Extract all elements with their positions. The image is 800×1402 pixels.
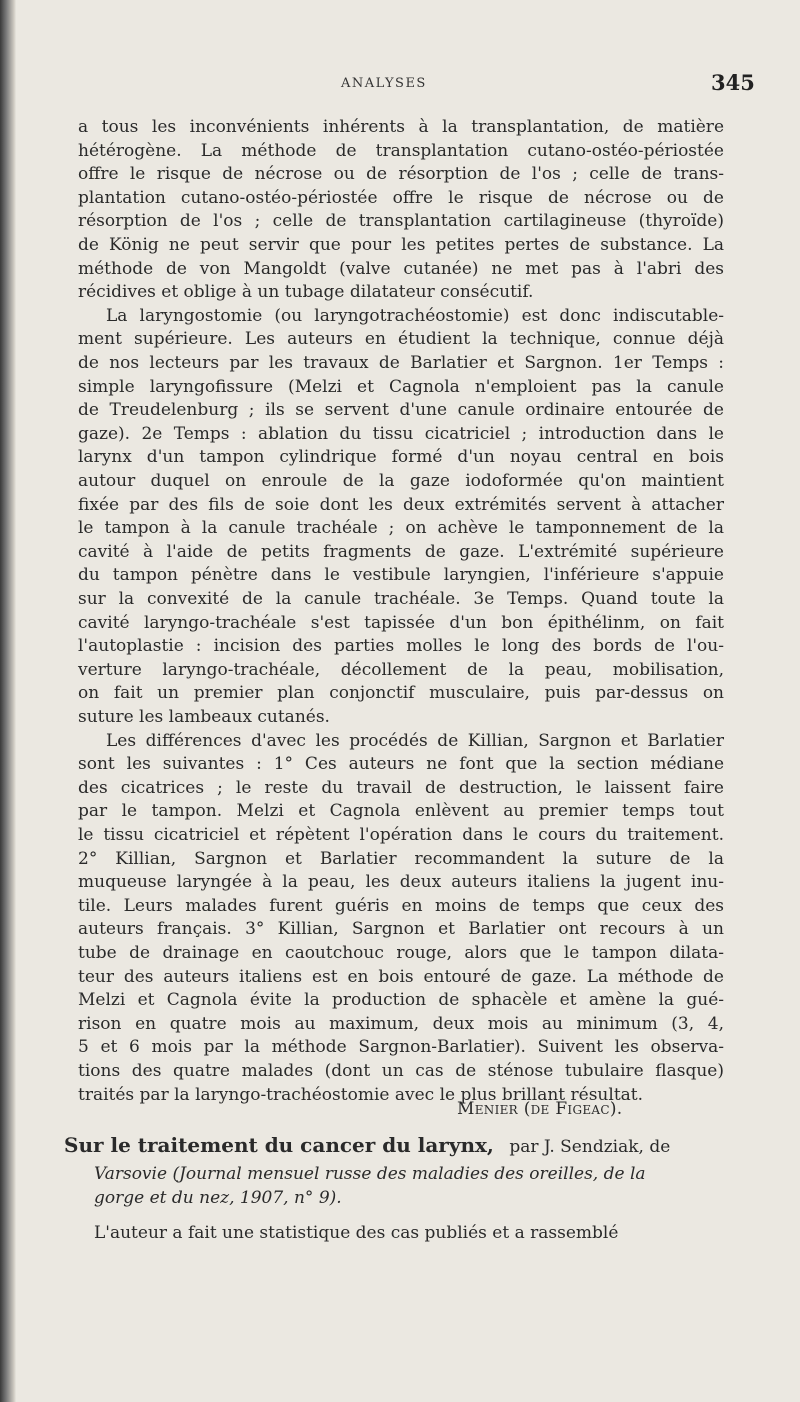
body-line: récidives et oblige à un tubage dilatateur consécutif. <box>78 282 534 303</box>
body-line: des cicatrices ; le reste du travail de destruction, le laissent faire <box>78 777 724 798</box>
body-line: de König ne peut servir que pour les petites pertes de substance. La <box>78 235 724 255</box>
body-line: suture les lambeaux cutanés. <box>78 707 330 727</box>
body-line: on fait un premier plan conjonctif musculaire, puis par-dessus on <box>78 683 724 704</box>
body-line: muqueuse laryngée à la peau, les deux auteurs italiens la jugent inu- <box>78 872 724 893</box>
body-line: rison en quatre mois au maximum, deux mois au minimum (3, 4, <box>78 1013 724 1034</box>
body-line: tions des quatre malades (dont un cas de sténose tubulaire flasque) <box>78 1061 724 1081</box>
body-line: l'autoplastie : incision des parties molles le long des bords de l'ou- <box>78 636 724 657</box>
signature <box>457 1098 623 1120</box>
article-title: Sur le traitement du cancer du larynx, <box>64 1133 494 1157</box>
body-line: plantation cutano-ostéo-périostée offre le risque de nécrose ou de <box>78 187 724 208</box>
body-line: auteurs français. 3° Killian, Sargnon et Barlatier ont recours à un <box>78 919 724 940</box>
body-line: cavité à l'aide de petits fragments de gaze. L'extrémité supérieure <box>78 541 724 562</box>
book-binding-shadow <box>0 0 16 1402</box>
body-line: cavité laryngo-trachéale s'est tapissée d'un bon épithélinm, on fait <box>78 612 724 633</box>
body-line: traités par la laryngo-trachéostomie avec le plus brillant résultat. <box>78 1084 644 1105</box>
article-heading <box>64 1134 670 1158</box>
body-line: gaze). 2e Temps : ablation du tissu cicatriciel ; introduction dans le <box>78 423 724 444</box>
closing-line: L'auteur a fait une statistique des cas publiés et a rassemblé <box>94 1223 619 1243</box>
body-line: le tissu cicatriciel et répètent l'opération dans le cours du traitement. <box>78 825 724 845</box>
body-line: a tous les inconvénients inhérents à la transplantation, de matière <box>78 117 724 137</box>
body-line: autour duquel on enroule de la gaze iodoformée qu'on maintient <box>78 471 724 491</box>
body-line: méthode de von Mangoldt (valve cutanée) ne met pas à l'abri des <box>78 258 724 279</box>
article-byline: par J. Sendziak, de <box>509 1137 671 1157</box>
body-line: sont les suivantes : 1° Ces auteurs ne font que la section médiane <box>78 754 724 775</box>
body-line: résorption de l'os ; celle de transplantation cartilagineuse (thyroïde) <box>78 211 724 232</box>
scanned-page <box>16 0 800 1402</box>
body-line: La laryngostomie (ou laryngotrachéostomie) est donc indiscutable- <box>106 305 724 326</box>
body-line: tile. Leurs malades furent guéris en moins de temps que ceux des <box>78 895 724 916</box>
body-line: sur la convexité de la canule trachéale. 3e Temps. Quand toute la <box>78 589 724 609</box>
body-line: 5 et 6 mois par la méthode Sargnon-Barlatier). Suivent les observa- <box>78 1037 724 1058</box>
body-line: du tampon pénètre dans le vestibule laryngien, l'inférieure s'appuie <box>78 565 724 586</box>
body-line: fixée par des fils de soie dont les deux extrémités servent à attacher <box>78 494 724 515</box>
page-number: 345 <box>711 70 755 95</box>
body-line: simple laryngofissure (Melzi et Cagnola n'emploient pas la canule <box>78 376 724 397</box>
page-header <box>16 70 800 100</box>
body-line: tube de drainage en caoutchouc rouge, alors que le tampon dilata- <box>78 943 724 963</box>
article-source-line-1: Varsovie (Journal mensuel russe des maladies des oreilles, de la <box>94 1164 646 1184</box>
body-line: Les différences d'avec les procédés de Killian, Sargnon et Barlatier <box>106 730 724 751</box>
body-line: ment supérieure. Les auteurs en étudient la technique, connue déjà <box>78 329 724 350</box>
body-line: de nos lecteurs par les travaux de Barlatier et Sargnon. 1er Temps : <box>78 353 724 373</box>
body-line: par le tampon. Melzi et Cagnola enlèvent au premier temps tout <box>78 801 724 822</box>
signature-text: Menier (de Figeac). <box>457 1099 623 1119</box>
body-line: de Treudelenburg ; ils se servent d'une canule ordinaire entourée de <box>78 400 724 421</box>
article-source-line-2: gorge et du nez, 1907, n° 9). <box>94 1188 342 1208</box>
running-head: ANALYSES <box>341 76 427 91</box>
body-line: 2° Killian, Sargnon et Barlatier recommandent la suture de la <box>78 848 724 869</box>
body-line: larynx d'un tampon cylindrique formé d'un noyau central en bois <box>78 447 724 468</box>
body-line: le tampon à la canule trachéale ; on achève le tamponnement de la <box>78 518 724 539</box>
body-line: verture laryngo-trachéale, décollement de la peau, mobilisation, <box>78 659 724 680</box>
body-line: hétérogène. La méthode de transplantation cutano-ostéo-périostée <box>78 140 724 161</box>
body-line: offre le risque de nécrose ou de résorption de l'os ; celle de trans- <box>78 164 724 185</box>
body-line: Melzi et Cagnola évite la production de sphacèle et amène la gué- <box>78 990 724 1011</box>
body-line: teur des auteurs italiens est en bois entouré de gaze. La méthode de <box>78 966 724 987</box>
